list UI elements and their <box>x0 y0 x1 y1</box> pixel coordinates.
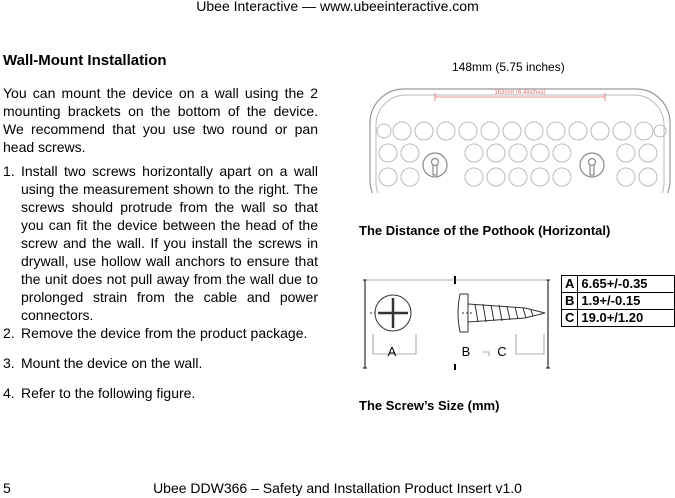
step-number: 1. <box>3 163 15 179</box>
screw-head-top-icon <box>370 295 411 331</box>
vent-holes <box>377 122 666 186</box>
table-row <box>562 293 675 310</box>
step-number: 3. <box>3 355 15 371</box>
step-2 <box>3 324 318 342</box>
device-bottom-figure <box>368 83 673 193</box>
step-text: Mount the device on the wall. <box>21 355 203 371</box>
screw-side-icon <box>458 294 545 332</box>
page-number: 5 <box>3 480 11 496</box>
figure-caption-screw: The Screw’s Size (mm) <box>359 398 500 413</box>
page-header: Ubee Interactive — www.ubeeinteractive.com <box>196 0 479 14</box>
dimension-label: 148mm (5.75 inches) <box>452 60 565 74</box>
label-b: B <box>461 344 471 359</box>
pothook-icon <box>423 153 604 177</box>
section-title: Wall-Mount Installation <box>3 52 167 69</box>
screw-size-table <box>561 275 675 327</box>
step-text: Remove the device from the product package. <box>21 325 308 341</box>
label-a: A <box>387 344 397 359</box>
step-1 <box>3 162 318 324</box>
table-value: 19.0+/1.20 <box>578 310 675 327</box>
screw-figure <box>360 272 555 372</box>
step-4 <box>3 384 318 402</box>
figure-caption-pothook: The Distance of the Pothook (Horizontal) <box>359 223 611 238</box>
label-c: C <box>497 344 507 359</box>
inner-dimension-label: 163mm (6.4inches) <box>494 90 546 96</box>
step-text: Install two screws horizontally apart on a wall using the measurement shown to the right. The screws should protrude from the wall so that you can fit the device between the head of the screw and the wall. If you install the screws in drywall, use hollow wall anchors to ensure that the unit does not pull away from the wall due to prolonged strain from the cable and power connectors. <box>21 163 318 323</box>
table-value: 1.9+/-0.15 <box>578 293 675 310</box>
step-text: Refer to the following figure. <box>21 385 196 401</box>
table-key: B <box>562 293 578 310</box>
table-value: 6.65+/-0.35 <box>578 276 675 293</box>
footer-title: Ubee DDW366 – Safety and Installation Product Insert v1.0 <box>153 480 522 496</box>
intro-paragraph: You can mount the device on a wall using the 2 mounting brackets on the bottom of the device. We recommend that you use two round or pan head screws. <box>3 85 318 155</box>
step-number: 4. <box>3 385 15 401</box>
table-row <box>562 276 675 293</box>
step-3 <box>3 354 318 372</box>
step-number: 2. <box>3 325 15 341</box>
table-key: C <box>562 310 578 327</box>
table-key: A <box>562 276 578 293</box>
table-row <box>562 310 675 327</box>
